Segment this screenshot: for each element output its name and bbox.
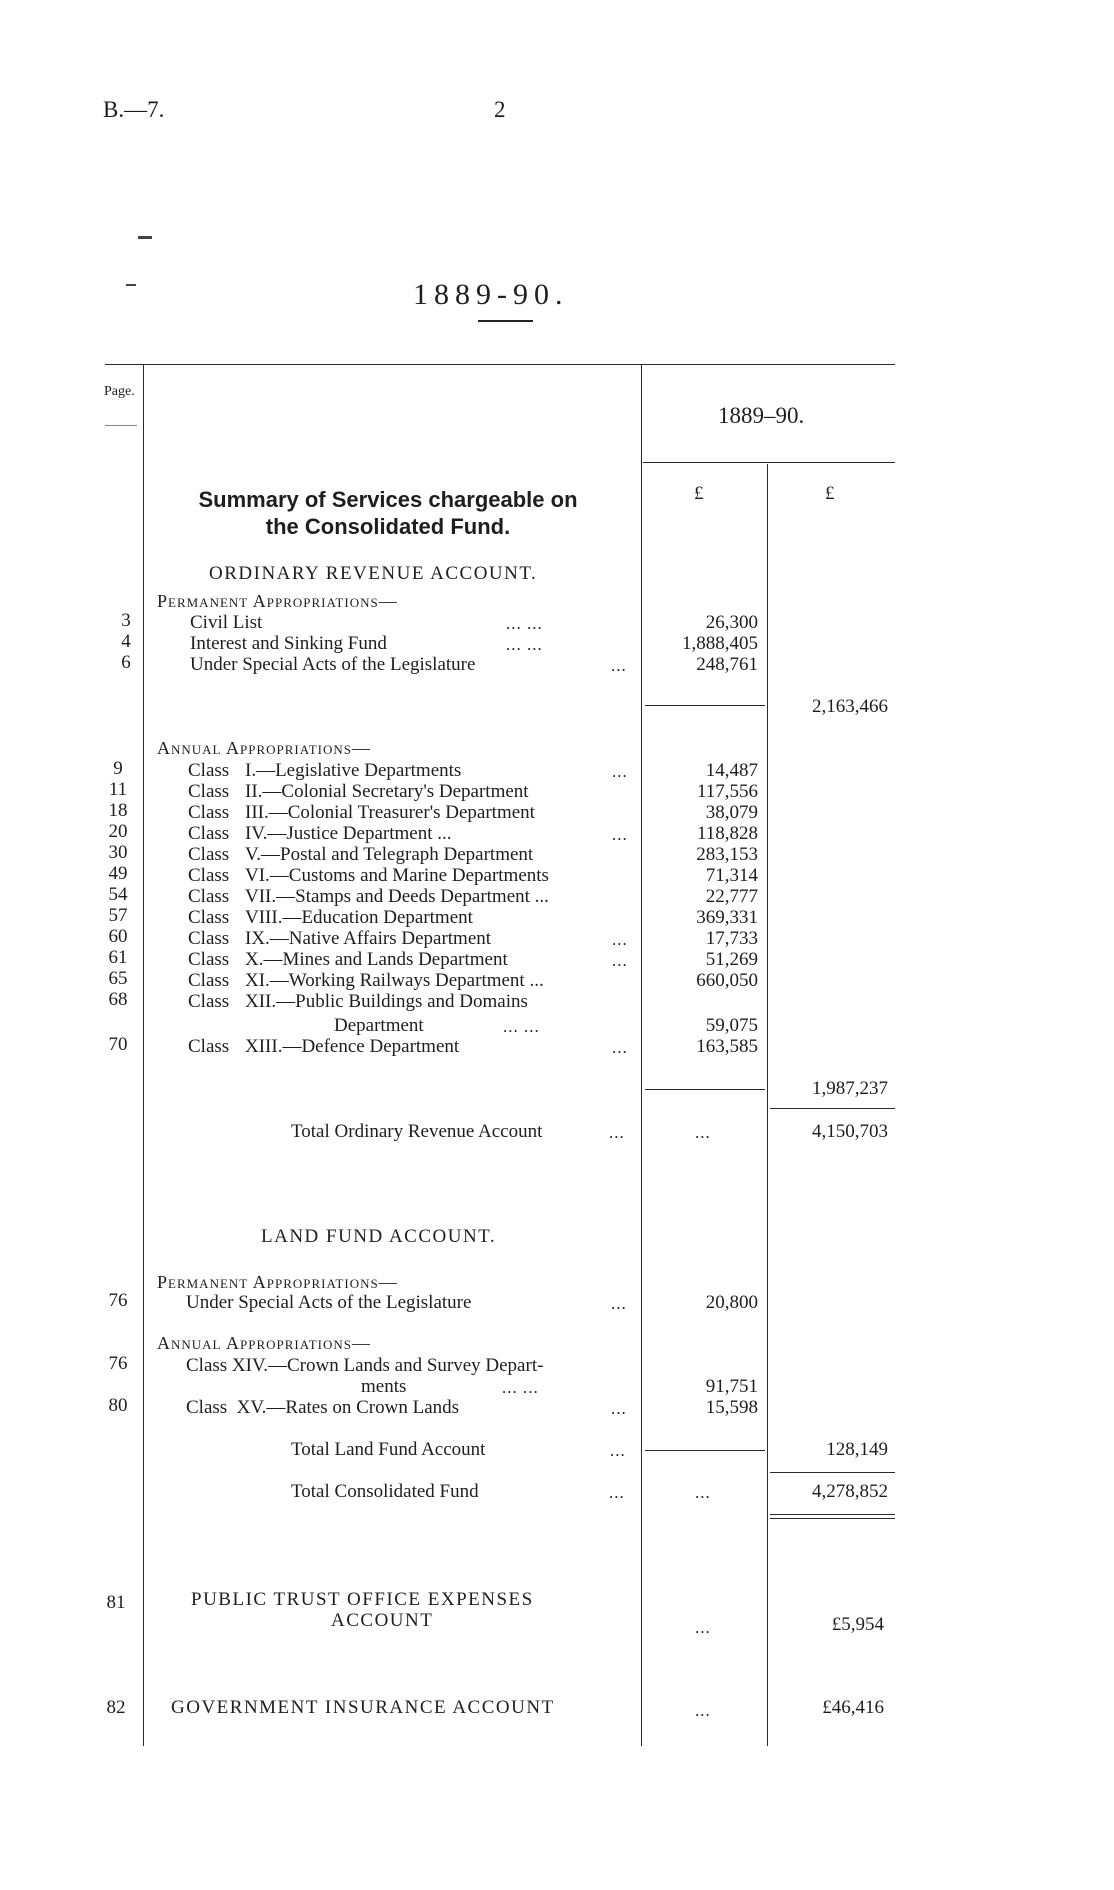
row-page: 76 — [108, 1290, 128, 1311]
land-fund-heading: LAND FUND ACCOUNT. — [261, 1226, 497, 1247]
row-leader: ... — [612, 951, 628, 970]
ordinary-annual-heading: Annual Appropriations— — [157, 738, 371, 758]
row-label: XI.—Working Railways Department ... — [245, 970, 544, 991]
row-class: Class — [188, 1036, 230, 1057]
row-label: XII.—Public Buildings and Domains — [245, 991, 528, 1012]
row-page: 4 — [121, 631, 131, 652]
row-leader: ... — [612, 1038, 628, 1057]
row-class: Class — [188, 865, 230, 886]
subtotal-rule — [645, 1089, 765, 1090]
row-class: Class — [188, 802, 230, 823]
row-label: Under Special Acts of the Legislature — [186, 1292, 472, 1313]
row-amount: 248,761 — [696, 654, 758, 675]
row-page: 54 — [108, 884, 128, 905]
inner-column-rule — [767, 464, 768, 1746]
row-leader: ... ... — [503, 1017, 540, 1036]
summary-title-line2: the Consolidated Fund. — [265, 514, 511, 539]
page-header-rule — [105, 425, 137, 426]
year-title-rule — [478, 320, 533, 322]
row-leader: ... — [610, 1441, 626, 1460]
row-amount: 369,331 — [696, 907, 758, 928]
column-leader: ... — [695, 1618, 711, 1637]
row-class: Class — [188, 781, 230, 802]
row-leader: ... — [609, 1123, 625, 1142]
row-class: Class — [188, 760, 230, 781]
row-amount: 15,598 — [705, 1397, 758, 1418]
row-label: IX.—Native Affairs Department — [245, 928, 492, 949]
row-leader: ... — [611, 1294, 627, 1313]
row-page: 70 — [108, 1034, 128, 1055]
row-page: 11 — [108, 779, 128, 800]
row-label: VI.—Customs and Marine Departments — [245, 865, 549, 886]
row-class: Class — [188, 949, 230, 970]
row-leader: ... ... — [502, 1378, 539, 1397]
row-amount: 51,269 — [705, 949, 758, 970]
public-trust-heading-line2: ACCOUNT — [331, 1610, 434, 1631]
row-amount: 118,828 — [696, 823, 758, 844]
column-leader: ... — [695, 1701, 711, 1720]
total-land-label: Total Land Fund Account — [291, 1439, 486, 1460]
row-label: VIII.—Education Department — [245, 907, 473, 928]
row-amount: 38,079 — [705, 802, 758, 823]
document-reference: B.—7. — [103, 97, 165, 122]
row-class: Class — [188, 823, 230, 844]
year-title: 1889-90. — [413, 278, 569, 311]
row-page: 65 — [108, 968, 128, 989]
row-label: Under Special Acts of the Legislature — [190, 654, 476, 675]
public-trust-value: £5,954 — [831, 1614, 884, 1635]
row-class: Class — [188, 907, 230, 928]
row-label: Civil List — [190, 612, 263, 633]
row-class: Class — [188, 844, 230, 865]
summary-title — [148, 486, 628, 540]
row-amount: 22,777 — [705, 886, 758, 907]
amount-column-rule — [641, 364, 642, 1746]
total-ordinary-label: Total Ordinary Revenue Account — [291, 1121, 543, 1142]
year-column-header: 1889–90. — [718, 403, 805, 428]
total-rule — [770, 1108, 895, 1109]
gov-insurance-value: £46,416 — [822, 1697, 884, 1718]
row-leader: ... — [611, 1399, 627, 1418]
row-label: V.—Postal and Telegraph Department — [245, 844, 534, 865]
ordinary-revenue-heading: ORDINARY REVENUE ACCOUNT. — [209, 563, 538, 584]
print-mark — [138, 236, 152, 239]
total-consolidated-value: 4,278,852 — [812, 1481, 888, 1502]
row-leader: ... ... — [506, 635, 543, 654]
row-label: X.—Mines and Lands Department — [245, 949, 508, 970]
row-page: 30 — [108, 842, 128, 863]
column-leader: ... — [695, 1483, 711, 1502]
page-column-label: Page. — [104, 384, 135, 399]
total-rule — [770, 1472, 895, 1473]
row-page: 57 — [108, 905, 128, 926]
row-class: Class — [188, 928, 230, 949]
row-page: 9 — [113, 758, 123, 779]
row-amount: 283,153 — [696, 844, 758, 865]
row-leader: ... — [609, 1483, 625, 1502]
row-leader: ... ... — [506, 614, 543, 633]
total-consolidated-label: Total Consolidated Fund — [291, 1481, 479, 1502]
print-mark — [126, 284, 136, 286]
row-page: 68 — [108, 989, 128, 1010]
row-label: IV.—Justice Department ... — [245, 823, 452, 844]
permanent-subtotal: 2,163,466 — [812, 696, 888, 717]
table-top-rule — [105, 364, 895, 365]
row-label: I.—Legislative Departments — [245, 760, 462, 781]
row-amount: 71,314 — [705, 865, 758, 886]
row-label: II.—Colonial Secretary's Department — [245, 781, 529, 802]
row-amount: 20,800 — [705, 1292, 758, 1313]
row-leader: ... — [611, 656, 627, 675]
subtotal-rule — [645, 705, 765, 706]
page-number: 2 — [494, 97, 506, 122]
row-leader: ... — [612, 825, 628, 844]
row-page: 6 — [121, 652, 131, 673]
row-amount: 14,487 — [705, 760, 758, 781]
double-rule-top — [770, 1514, 895, 1515]
row-label-continuation: Department — [334, 1015, 424, 1036]
row-page: 76 — [108, 1353, 128, 1374]
total-land-value: 128,149 — [826, 1439, 888, 1460]
double-rule-bottom — [770, 1518, 895, 1519]
row-class: Class — [188, 886, 230, 907]
row-amount: 163,585 — [696, 1036, 758, 1057]
row-page: 49 — [108, 863, 128, 884]
row-amount: 26,300 — [705, 612, 758, 633]
row-page: 18 — [108, 800, 128, 821]
row-amount: 1,888,405 — [682, 633, 758, 654]
row-page: 60 — [108, 926, 128, 947]
subtotal-rule — [645, 1450, 765, 1451]
row-label: Interest and Sinking Fund — [190, 633, 387, 654]
row-amount: 660,050 — [696, 970, 758, 991]
row-label-continuation: ments — [361, 1376, 407, 1397]
column-leader: ... — [695, 1123, 711, 1142]
row-page: 81 — [106, 1592, 126, 1613]
row-label: Class XV.—Rates on Crown Lands — [186, 1397, 460, 1418]
row-page: 82 — [106, 1697, 126, 1718]
currency-symbol-right: £ — [825, 483, 835, 504]
summary-title-line1: Summary of Services chargeable on — [198, 487, 578, 512]
row-page: 80 — [108, 1395, 128, 1416]
row-label: Class XIV.—Crown Lands and Survey Depart- — [186, 1355, 544, 1376]
land-permanent-heading: Permanent Appropriations— — [157, 1272, 398, 1292]
land-annual-heading: Annual Appropriations— — [157, 1333, 371, 1353]
row-page: 3 — [121, 610, 131, 631]
year-header-rule — [643, 462, 895, 463]
row-page: 20 — [108, 821, 128, 842]
public-trust-heading-line1: PUBLIC TRUST OFFICE EXPENSES — [191, 1589, 534, 1610]
row-leader: ... — [612, 762, 628, 781]
gov-insurance-heading: GOVERNMENT INSURANCE ACCOUNT — [171, 1697, 555, 1718]
row-amount: 17,733 — [705, 928, 758, 949]
row-class: Class — [188, 970, 230, 991]
row-amount: 91,751 — [705, 1376, 758, 1397]
row-class: Class — [188, 991, 230, 1012]
annual-subtotal: 1,987,237 — [812, 1078, 888, 1099]
total-ordinary-value: 4,150,703 — [812, 1121, 888, 1142]
row-leader: ... — [612, 930, 628, 949]
row-label: VII.—Stamps and Deeds Department ... — [245, 886, 549, 907]
row-amount: 117,556 — [696, 781, 758, 802]
row-amount: 59,075 — [705, 1015, 758, 1036]
ordinary-permanent-heading: Permanent Appropriations— — [157, 591, 398, 611]
row-label: III.—Colonial Treasurer's Department — [245, 802, 535, 823]
row-label: XIII.—Defence Department — [245, 1036, 460, 1057]
row-page: 61 — [108, 947, 128, 968]
currency-symbol-left: £ — [694, 483, 704, 504]
